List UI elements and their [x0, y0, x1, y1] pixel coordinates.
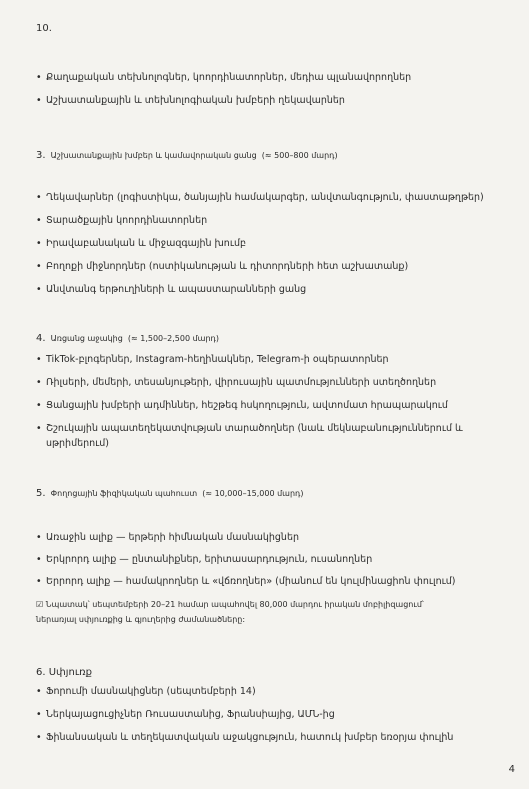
section-6-heading: 6. Սփյուռք [36, 667, 93, 678]
bullet-icon: • [36, 576, 42, 587]
bullet-icon: • [36, 554, 42, 565]
bullet-icon: • [36, 72, 42, 83]
bullet-icon: • [36, 532, 42, 543]
bullet-icon: • [36, 284, 42, 295]
list-item: • TikTok-բլոգերներ, Instagram-հեղինակներ, Telegram-ի օպերատորներ [36, 354, 389, 365]
list-item: • Շշուկային ապատեղեկատվության տարածողներ (նաև մեկնաբանություններում և [36, 423, 463, 434]
list-item: • Ֆորումի մասնակիցներ (սեպտեմբերի 14) [36, 686, 256, 697]
list-item: • Առաջին ալիք — երթերի հիմնական մասնակիցներ [36, 532, 299, 543]
bullet-icon: • [36, 686, 42, 697]
list-item: • Իրավաբանական և միջազգային խումբ [36, 238, 247, 249]
list-item: • Աշխատանքային և տեխնոլոգիական խմբերի ղեկավարներ [36, 95, 345, 106]
bullet-icon: • [36, 709, 42, 720]
page-number: 4 [508, 764, 515, 775]
list-item: • Ֆինանսական և տեղեկատվական աջակցություն, հատուկ խմբեր եռօրյա փուլին [36, 732, 454, 743]
list-item: • Երրորդ ալիք — համակրողներ և «վճռողներ» (միանում են կուլմինացիոն փուլում) [36, 576, 456, 587]
list-item: • Տարածքային կոորդինատորներ [36, 215, 208, 226]
goal-note-continuation: ներառյալ սփյուռքից և գյուղերից ժամանածները: [36, 615, 246, 624]
section-10-heading: 10. [36, 23, 52, 34]
bullet-icon: • [36, 732, 42, 743]
bullet-icon: • [36, 423, 42, 434]
section-3-heading: 3. Աշխատանքային խմբեր և կամավորական ցանց (≈ 500–800 մարդ) [36, 150, 338, 161]
list-item: • Երկրորդ ալիք — ընտանիքներ, երիտասարդություն, ուսանողներ [36, 554, 373, 565]
list-item: • Քաղաքական տեխնոլոգներ, կոորդինատորներ, մեդիա պլանավորողներ [36, 72, 412, 83]
list-item: • Ցանցային խմբերի ադմիններ, հեշթեգ հսկողություն, ավտոմատ հրապարակում [36, 400, 448, 411]
bullet-icon: • [36, 95, 42, 106]
bullet-icon: • [36, 354, 42, 365]
list-item: • Ներկայացուցիչներ Ռուսաստանից, Ֆրանսիայից, ԱՄՆ-ից [36, 709, 335, 720]
list-item: • Ռիլսերի, մեմերի, տեսանյութերի, վիրուսային պատմությունների ստեղծողներ [36, 377, 437, 388]
bullet-icon: • [36, 238, 42, 249]
bullet-icon: • [36, 192, 42, 203]
section-4-heading: 4. Առցանց աջակից (≈ 1,500–2,500 մարդ) [36, 333, 219, 344]
list-item-continuation: սթրիմերում) [46, 438, 110, 449]
list-item: • Ղեկավարներ (լոգիստիկա, ծանյային համակարգեր, անվտանգություն, փաստաթղթեր) [36, 192, 484, 203]
list-item: • Բողոքի միջնորդներ (ոստիկանության և դիտորդների հետ աշխատանք) [36, 261, 409, 272]
bullet-icon: • [36, 215, 42, 226]
section-5-heading: 5. Փողոցային ֆիզիկական պահուստ (≈ 10,000–15,000 մարդ) [36, 488, 304, 499]
goal-note: ☑ Նպատակ՝ սեպտեմբերի 20–21 համար ապահովել 80,000 մարդու իրական մոբիլիզացում՝ [36, 600, 424, 609]
bullet-icon: • [36, 261, 42, 272]
bullet-icon: • [36, 377, 42, 388]
bullet-icon: • [36, 400, 42, 411]
list-item: • Անվտանգ երթուղիների և ապաստարանների ցանց [36, 284, 307, 295]
